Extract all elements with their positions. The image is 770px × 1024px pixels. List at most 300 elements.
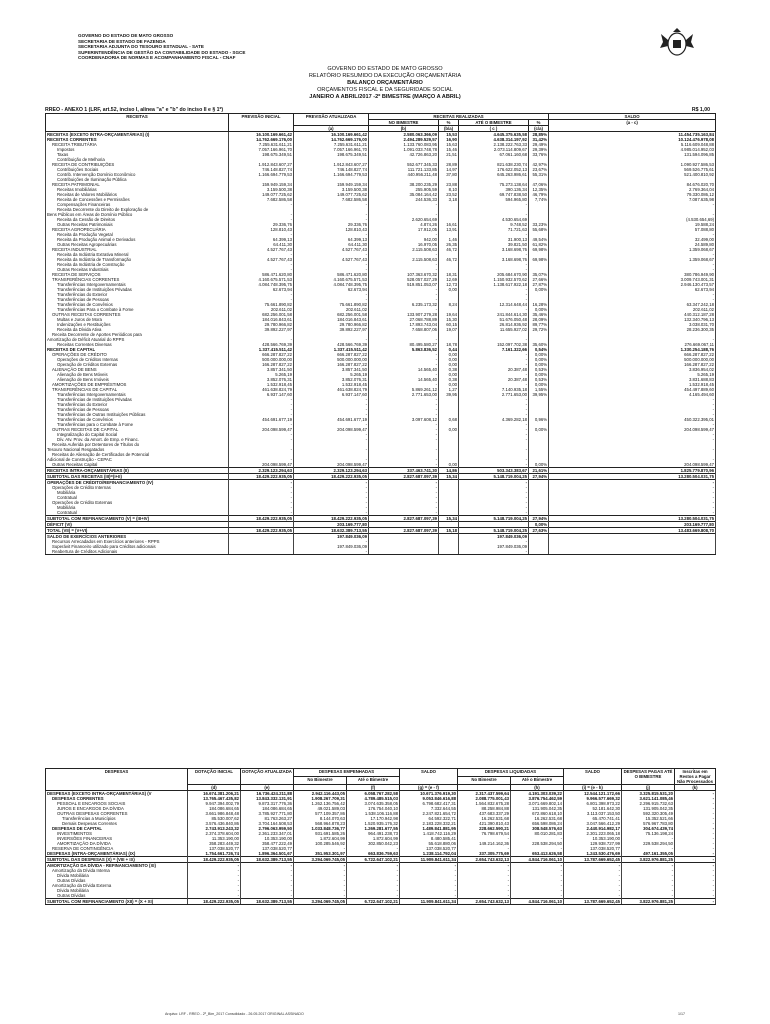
org-line: SUPERINTENDÊNCIA DE GESTÃO DA CONTABILIDADE DO ESTADO - SGCE — [78, 49, 246, 55]
row-value: 31,42% — [529, 137, 549, 142]
row-value: 1.912.843.607,27 — [229, 162, 294, 167]
row-value: - — [294, 868, 347, 873]
row-label: RECEITAS (EXCETO INTRA-ORÇAMENTÁRIAS) (I) — [46, 132, 229, 138]
row-value: - — [459, 232, 529, 237]
row-value: - — [294, 412, 369, 417]
currency-unit: R$ 1,00 — [691, 107, 710, 113]
row-label: OUTRAS DESPESAS CORRENTES — [46, 811, 188, 816]
row-value: 13.787.669.652,45 — [564, 857, 622, 863]
row-value: 4.084.748.395,75 — [294, 282, 369, 287]
row-value: 29.336,76 — [229, 222, 294, 227]
row-value: 71.721,63 — [459, 227, 529, 232]
row-value: 49.021.589,03 — [294, 806, 347, 811]
row-value: 133.907.279,28 — [369, 312, 439, 317]
row-value: 0,54% — [529, 347, 549, 352]
row-value: - — [459, 437, 529, 442]
row-value: 746.148.827,74 — [294, 167, 369, 172]
col-liq-no-bimestre: No Bimestre — [458, 777, 511, 785]
row-value: 100.285.546,92 — [294, 841, 347, 846]
row-label: Outras Receitas Capital — [46, 462, 229, 468]
org-line: SECRETARIA DE ESTADO DE FAZENDA — [78, 38, 166, 44]
row-value: 14,97 — [439, 167, 459, 172]
row-value: 81.763.263,27 — [241, 816, 294, 821]
row-value: 461.638.824,79 — [229, 387, 294, 392]
row-value: - — [675, 831, 716, 836]
row-value: - — [241, 878, 294, 883]
revenue-table — [45, 113, 716, 555]
row-value: 7.140.935,18 — [459, 387, 529, 392]
row-value: - — [188, 863, 241, 869]
row-value: - — [549, 447, 716, 452]
expense-rows — [46, 791, 716, 905]
row-value: - — [459, 337, 529, 342]
row-value: 500.000.000,00 — [229, 357, 294, 362]
row-value: 2.183.228.332,21 — [400, 821, 458, 826]
row-label: TOTAL (VII) = (V+VI) — [46, 528, 229, 534]
row-value: 23,88 — [439, 182, 459, 187]
row-value: 11.655.927,02 — [459, 327, 529, 332]
row-value: 12,73 — [439, 282, 459, 287]
col-liq-ate-bimestre: Até o Bimestre — [511, 777, 564, 785]
row-value: - — [549, 505, 716, 510]
row-value: 23,52 — [439, 192, 459, 197]
row-value: - — [675, 801, 716, 806]
title-line: BALANÇO ORÇAMENTÁRIO — [347, 80, 423, 86]
row-label: RECEITA INDUSTRIAL — [46, 247, 229, 252]
row-value: 14.762.669.176,00 — [294, 137, 369, 142]
row-value: - — [675, 811, 716, 816]
row-label: JUROS E ENCARGOS DA DÍVIDA — [46, 806, 188, 811]
row-value: - — [369, 480, 439, 486]
row-value: 111.721.133,85 — [369, 167, 439, 172]
row-value: 16.736.424.211,88 — [241, 791, 294, 797]
row-value: 337.305.775,69 — [458, 851, 511, 857]
row-label: OPERAÇÕES DE CRÉDITO — [46, 352, 229, 357]
col-no-bimestre: NO BIMESTRE — [369, 120, 439, 126]
row-value: - — [369, 352, 439, 357]
row-value: 11.909.841.611,34 — [400, 857, 458, 863]
row-value: - — [369, 287, 439, 292]
row-value: 576.967.783,80 — [622, 821, 675, 826]
row-value: 666.287.827,22 — [294, 352, 369, 357]
row-value: - — [675, 796, 716, 801]
row-value: - — [459, 412, 529, 417]
row-value: 308.548.576,63 — [511, 826, 564, 831]
row-value: - — [549, 432, 716, 437]
row-value: - — [549, 232, 716, 237]
row-value: - — [459, 352, 529, 357]
row-value: 0,53% — [529, 367, 549, 372]
row-value: - — [294, 437, 369, 442]
row-value: 60,15 — [439, 322, 459, 327]
row-value: 1.754.661.726,74 — [188, 851, 241, 857]
row-value: - — [369, 407, 439, 412]
row-value: 9.873.317.776,36 — [241, 801, 294, 806]
row-value: - — [549, 262, 716, 267]
row-value: - — [369, 307, 439, 312]
row-value: - — [675, 851, 716, 857]
row-value: - — [229, 252, 294, 257]
row-value: - — [549, 397, 716, 402]
row-value: - — [675, 846, 716, 851]
row-value: 17.893.743,04 — [369, 322, 439, 327]
row-value — [529, 549, 549, 555]
row-value: - — [458, 893, 511, 899]
row-value: 8.144.070,63 — [294, 816, 347, 821]
row-value: 8,24 — [439, 302, 459, 307]
row-value: - — [369, 292, 439, 297]
row-value: 9.966.577.669,32 — [564, 796, 622, 801]
row-value: 3.159.500,38 — [229, 187, 294, 192]
row-value: 0,00 — [439, 287, 459, 292]
row-value: 3.857.341,50 — [229, 367, 294, 372]
row-value: - — [400, 873, 458, 878]
row-value: 7.057.166.961,70 — [229, 147, 294, 152]
row-value: 202.611,02 — [549, 307, 716, 312]
row-value: 3.294.069.745,05 — [294, 899, 347, 905]
row-label: Bens Públicos em Áreas de Domínio Público — [46, 212, 229, 217]
row-value: 9.947.394.002,79 — [188, 801, 241, 806]
row-value: 19,64 — [439, 312, 459, 317]
row-value: - — [622, 873, 675, 878]
row-value: - — [458, 873, 511, 878]
row-value: - — [229, 202, 294, 207]
row-value: 28,09% — [529, 317, 549, 322]
row-label: Contratual — [46, 510, 229, 516]
col-dotacao-atualizada: DOTAÇÃO ATUALIZADA — [241, 769, 294, 785]
row-label: Adicional de Construção - CEPAC — [46, 457, 229, 462]
row-label: Operações de Crédito Internas — [46, 485, 229, 490]
col-saldo-i-sub: (i) = (e - h) — [564, 785, 622, 791]
row-value: 0,00% — [529, 287, 549, 292]
row-value: 18.632.389.713,55 — [241, 899, 294, 905]
row-value: - — [400, 893, 458, 899]
row-value: 204.098.599,47 — [229, 427, 294, 432]
row-value: 9.748,52 — [459, 222, 529, 227]
row-value: 27,94% — [529, 474, 549, 480]
row-label: Contratual — [46, 495, 229, 500]
col-saldo-i: SALDO — [564, 769, 622, 785]
row-value: - — [229, 480, 294, 486]
row-value: 1.912.843.607,27 — [294, 162, 369, 167]
row-value: 2.073.114.809,67 — [459, 147, 529, 152]
row-value: 18.429.222.935,05 — [229, 474, 294, 480]
row-label: Mobiliária — [46, 490, 229, 495]
row-value: 14,86 — [439, 468, 459, 474]
row-value: 2.317.437.599,64 — [458, 791, 511, 797]
row-label: Receita da Dívida Ativa — [46, 327, 229, 332]
row-value: 49,54% — [529, 237, 549, 242]
row-value: 55,68% — [529, 227, 549, 232]
row-value: 7.161.322,66 — [459, 347, 529, 352]
row-value: 10.671.376.919,30 — [400, 791, 458, 797]
row-value: 3.113.037.153,50 — [564, 811, 622, 816]
revenue-rows — [46, 132, 716, 555]
row-label: Receita da Indústria Extrativa Mineral — [46, 252, 229, 257]
row-label: Impostos — [46, 147, 229, 152]
row-value: 202.611,02 — [294, 307, 369, 312]
row-value: - — [458, 836, 511, 841]
row-value: 454.691.677,19 — [229, 417, 294, 422]
row-value: 18.429.222.935,05 — [294, 516, 369, 522]
row-value: 351.953.301,97 — [294, 851, 347, 857]
row-value: 1,27 — [439, 387, 459, 392]
row-value: 0,00% — [529, 382, 549, 387]
row-value: - — [459, 495, 529, 500]
row-value: 2.115.508,63 — [369, 247, 439, 252]
row-value: 577.109.357,86 — [294, 811, 347, 816]
row-value: - — [229, 490, 294, 495]
row-label: Receita da Produção Vegetal — [46, 232, 229, 237]
title-line: JANEIRO A ABRIL/2017 -2º BIMESTRE (MARÇO A ABRIL) — [309, 94, 461, 100]
row-value: 1.532.918,45 — [229, 382, 294, 387]
row-value: - — [347, 863, 400, 869]
row-value: 1.166.694.779,53 — [294, 172, 369, 177]
row-value: 568.964.878,23 — [294, 821, 347, 826]
row-value: 42,97% — [529, 162, 549, 167]
row-value: 682.256.001,58 — [229, 312, 294, 317]
row-label: Receitas Imobiliárias — [46, 187, 229, 192]
row-label: SUBTOTAL DAS RECEITAS (III)=(I+II) — [46, 474, 229, 480]
row-value: 2.580.063.366,09 — [369, 132, 439, 138]
row-value: 31.900,13 — [459, 237, 529, 242]
row-value: - — [511, 873, 564, 878]
row-label: Reabertura de Créditos Adicionais — [46, 549, 229, 555]
row-label: Operações de Créditos Internas — [46, 357, 229, 362]
row-value: 26,35 — [439, 242, 459, 247]
row-value: - — [459, 432, 529, 437]
row-label: Receita de Concessões e Permissões — [46, 197, 229, 202]
row-value: 46,72 — [439, 257, 459, 262]
row-value: - — [369, 212, 439, 217]
row-value: 1.033.848.736,77 — [294, 826, 347, 831]
col-dotacao-inicial: DOTAÇÃO INICIAL — [188, 769, 241, 785]
row-value: 4.527.767,43 — [294, 257, 369, 262]
row-value: 304.674.439,74 — [622, 826, 675, 831]
row-label: Compensações Financeiras — [46, 202, 229, 207]
row-value: 184.086.684,65 — [241, 806, 294, 811]
row-value — [439, 549, 459, 555]
row-value: 1.520.935.176,32 — [347, 821, 400, 826]
row-value: 1.872.604,99 — [347, 836, 400, 841]
row-value: 13.280.504.031,75 — [549, 516, 716, 522]
row-value: - — [369, 297, 439, 302]
row-label: Transferências de Pessoas — [46, 407, 229, 412]
row-value: - — [459, 372, 529, 377]
row-label: Transferências Para o Combate à Fome — [46, 307, 229, 312]
row-value: 39,95 — [439, 392, 459, 397]
row-label: Superávit Financeiro utilizado para Créditos adicionais — [46, 544, 229, 549]
row-value: 18.429.222.935,05 — [188, 857, 241, 863]
row-value: - — [229, 505, 294, 510]
row-value: 1.090.927.586,53 — [549, 162, 716, 167]
row-label: Outras Receitas Agropecuárias — [46, 242, 229, 247]
row-value: 6.722.647.102,21 — [347, 857, 400, 863]
row-label: SUBTOTAL COM REFINANCIAMENTO (XII) = (X + XI) — [46, 899, 188, 905]
row-value: - — [294, 480, 369, 486]
col-despesas-empenhadas: DESPESAS EMPENHADAS — [294, 769, 400, 777]
row-value: - — [369, 490, 439, 495]
row-value: - — [347, 883, 400, 888]
row-value: - — [229, 212, 294, 217]
row-value: 0,00% — [529, 362, 549, 367]
row-value: - — [459, 539, 529, 544]
row-value: 2.115.508,63 — [369, 257, 439, 262]
row-value: 942,00 — [369, 237, 439, 242]
row-value: - — [459, 447, 529, 452]
row-value: 2.946.130.473,57 — [549, 282, 716, 287]
row-value: 204.098.599,47 — [549, 427, 716, 432]
row-value: 33,23% — [529, 222, 549, 227]
row-value: 20.387,48 — [459, 377, 529, 382]
row-value: - — [622, 836, 675, 841]
row-value: 454.497.889,60 — [549, 387, 716, 392]
row-value: 428.566.769,39 — [294, 342, 369, 347]
row-value: 197.849.036,09 — [459, 534, 529, 540]
row-value: - — [511, 868, 564, 873]
row-label: Contribuição de Melhoria — [46, 157, 229, 162]
row-value: 137.038.520,77 — [241, 846, 294, 851]
row-value: 528.057.027,29 — [369, 277, 439, 282]
row-value: 85.530.007,62 — [188, 816, 241, 821]
row-value: 1.538.106.116,88 — [347, 811, 400, 816]
row-label: AMORTIZAÇÃO DA DÍVIDA — [46, 841, 188, 846]
row-value: 62.673,94 — [549, 287, 716, 292]
row-value: 3.857.341,50 — [294, 367, 369, 372]
row-value: 62.673,94 — [229, 287, 294, 292]
row-value: - — [294, 846, 347, 851]
row-value: - — [675, 893, 716, 899]
row-label: Dív. Atv. Prov. da Amort. de Emp. e Financ. — [46, 437, 229, 442]
row-value: - — [549, 202, 716, 207]
row-label: RECEITA AGROPECUÁRIA — [46, 227, 229, 232]
row-value: 39.892.227,97 — [294, 327, 369, 332]
row-value: - — [369, 232, 439, 237]
row-label: Transferências Intergovernamentais — [46, 282, 229, 287]
row-value: - — [369, 202, 439, 207]
row-value: 586.471.620,80 — [294, 272, 369, 277]
row-value: 18.632.389.713,55 — [294, 528, 369, 534]
row-value: - — [458, 878, 511, 883]
row-value: - — [369, 437, 439, 442]
row-value: 39.821,50 — [459, 242, 529, 247]
row-value: 0,00% — [529, 462, 549, 468]
row-value: - — [622, 863, 675, 869]
row-value: - — [229, 422, 294, 427]
row-label: Transferências do Exterior — [46, 402, 229, 407]
row-value: - — [549, 407, 716, 412]
row-value: 653.413.626,58 — [511, 851, 564, 857]
row-value: 358.283.449,32 — [188, 841, 241, 846]
row-value: 205.684.670,90 — [459, 272, 529, 277]
row-value: - — [369, 402, 439, 407]
row-value: 15,63 — [439, 142, 459, 147]
row-value: 450.322.395,01 — [549, 417, 716, 422]
row-value: - — [294, 863, 347, 869]
row-value: - — [564, 868, 622, 873]
row-value: 203.169.777,80 — [294, 522, 369, 528]
row-value: 1.359.068,67 — [549, 247, 716, 252]
row-value: 14.565,40 — [369, 377, 439, 382]
row-value: - — [675, 816, 716, 821]
row-value: 228.662.590,21 — [458, 826, 511, 831]
row-value: - — [294, 297, 369, 302]
row-value: - — [369, 500, 439, 505]
row-value: 204.098.599,47 — [549, 462, 716, 468]
row-value: 682.256.001,58 — [294, 312, 369, 317]
row-value: 1.359.068,67 — [549, 257, 716, 262]
row-value: - — [294, 873, 347, 878]
row-value: - — [459, 457, 529, 462]
row-label: PESSOAL E ENCARGOS SOCIAIS — [46, 801, 188, 806]
row-value: 3.852.076,31 — [294, 377, 369, 382]
row-value: 15,53 — [439, 132, 459, 138]
row-value: 454.691.677,19 — [294, 417, 369, 422]
row-value: - — [369, 252, 439, 257]
row-value: 2.296.915.732,63 — [622, 801, 675, 806]
row-value: 5.265,19 — [229, 372, 294, 377]
col-ate-bimestre: ATÉ O BIMESTRE — [459, 120, 529, 126]
row-value: 8.480.585,41 — [400, 836, 458, 841]
col-saldo-g: SALDO — [400, 769, 458, 785]
row-value: 2.329.123.294,63 — [294, 468, 369, 474]
row-label: Receitas de Alienação de Certificados de Potencial — [46, 452, 229, 457]
row-label: Tesouro Nacional Resgatados — [46, 447, 229, 452]
row-value: 62.673,94 — [294, 287, 369, 292]
row-value: 5.265,19 — [294, 372, 369, 377]
row-value: 428.566.769,39 — [229, 342, 294, 347]
row-value: 15,46 — [439, 147, 459, 152]
row-value: 1.418.742.116,29 — [400, 831, 458, 836]
row-value: 390.136,34 — [459, 187, 529, 192]
row-value: 75.273.138,64 — [459, 182, 529, 187]
row-value: 29.336,76 — [294, 222, 369, 227]
row-value: - — [511, 846, 564, 851]
row-value: 13.843.332.131,91 — [241, 796, 294, 801]
row-value: 11.353.190,00 — [188, 836, 241, 841]
row-value: - — [241, 893, 294, 899]
row-label: Contribuições Sociais — [46, 167, 229, 172]
row-label: Transferências para o Combate à Fome — [46, 422, 229, 427]
row-label: Receita da Cessão de Direitos — [46, 217, 229, 222]
row-value: 12.544.121.172,66 — [564, 791, 622, 797]
row-value: 4.527.767,43 — [294, 247, 369, 252]
row-value: 552.677.345,33 — [369, 162, 439, 167]
row-value: 16.100.169.661,42 — [294, 132, 369, 138]
row-value: 5.265,19 — [549, 372, 716, 377]
row-value: 4.369.282,18 — [459, 417, 529, 422]
row-value: 3.836.954,02 — [549, 367, 716, 372]
row-value: 39,95% — [529, 392, 549, 397]
row-value: 166.287.827,22 — [549, 362, 716, 367]
row-value: 440.956.211,48 — [369, 172, 439, 177]
row-label: RECEITA DE CONTRIBUIÇÕES — [46, 162, 229, 167]
row-label: Operação de Créditos Externas — [46, 362, 229, 367]
row-value: 421.390.810,43 — [458, 821, 511, 826]
row-value: 4.527.767,43 — [229, 257, 294, 262]
row-value: 0,00 — [439, 462, 459, 468]
row-value: 20.387,48 — [459, 367, 529, 372]
row-value: 29,72% — [529, 327, 549, 332]
row-value: - — [549, 212, 716, 217]
row-value: 63.347.242,18 — [549, 302, 716, 307]
report-title-block — [185, 66, 585, 101]
row-value: - — [549, 495, 716, 500]
row-value: - — [294, 500, 369, 505]
row-value: - — [459, 402, 529, 407]
col-liq-ate-sub: (h) — [511, 785, 564, 791]
row-value: - — [459, 505, 529, 510]
